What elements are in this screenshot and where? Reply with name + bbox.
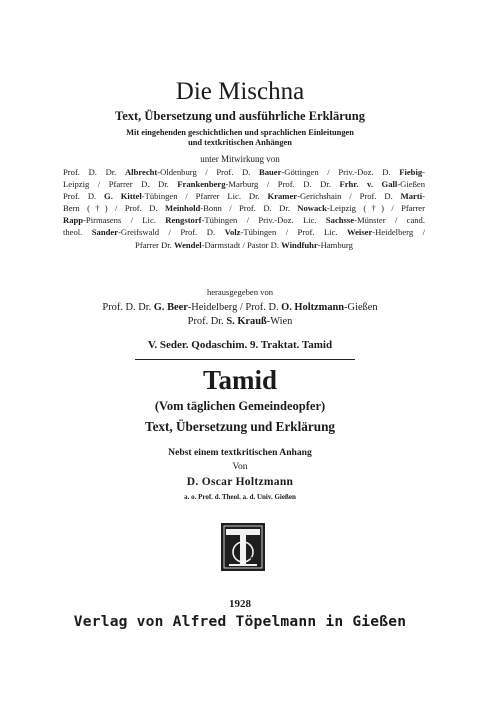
supplement-line-1: Mit eingehenden geschichtlichen und sprachlichen Einleitungen	[126, 128, 354, 137]
contributors-line	[63, 214, 425, 226]
person-name: Fiebig	[399, 167, 423, 177]
text-fragment: -Göttingen / Priv.-Doz. D.	[281, 167, 400, 177]
person-name: Rengstorf	[165, 215, 202, 226]
collaboration-intro: unter Mitwirkung von	[200, 154, 280, 164]
contributors-line	[63, 239, 425, 251]
text-fragment: Prof. D. Dr.	[63, 167, 125, 177]
text-fragment: Leipzig / Pfarrer D. Dr.	[63, 179, 178, 190]
text-fragment: -Heidelberg / Prof. D.	[187, 302, 282, 313]
text-fragment: -Greifswald / Prof. D.	[118, 227, 225, 238]
person-name: Meinhold	[164, 203, 201, 214]
text-fragment: Bern (†) / Prof. D.	[63, 203, 165, 214]
person-name: G. Beer	[153, 302, 188, 313]
contributors-line	[63, 178, 425, 190]
text-fragment: theol.	[63, 227, 92, 238]
supplement-line-2: und textkritischen Anhängen	[188, 138, 292, 147]
text-fragment: -	[422, 167, 426, 177]
text-fragment: Pfarrer Dr.	[135, 239, 174, 250]
text-fragment: -Tübingen / Pfarrer Lic. Dr.	[141, 191, 268, 202]
person-name: S. Krauß	[226, 316, 267, 327]
publisher-logo-icon	[221, 523, 265, 571]
text-fragment: -Gerichshain / Prof. D.	[297, 191, 401, 202]
person-name: Nowack	[297, 203, 327, 214]
text-fragment: -Tübingen / Prof. Lic.	[240, 227, 347, 238]
svg-text:A: A	[235, 546, 241, 554]
publisher-line: Verlag von Alfred Töpelmann in Gießen	[73, 613, 407, 630]
text-fragment: -Bonn / Prof. D. Dr.	[200, 203, 298, 214]
text-fragment: -Leipzig (†) / Pfarrer	[326, 203, 425, 214]
contributors-line	[63, 202, 425, 214]
publication-year: 1928	[229, 598, 251, 610]
text-fragment: -Münster / cand.	[354, 215, 426, 226]
text-fragment: -Wien	[266, 316, 293, 327]
by-label: Von	[232, 462, 248, 472]
text-fragment: Prof. Dr.	[187, 316, 227, 327]
svg-text:G: G	[247, 553, 253, 561]
divider-rule	[135, 359, 355, 360]
person-name: Frankenberg	[177, 179, 226, 190]
text-fragment: Prof. D. Dr.	[102, 302, 154, 313]
text-fragment: -Oldenburg / Prof. D.	[157, 167, 259, 177]
person-name: O. Holtzmann	[281, 302, 345, 313]
person-name: Wendel	[173, 239, 202, 250]
person-name: Marti	[400, 191, 423, 202]
author-name: D. Oscar Holtzmann	[186, 476, 294, 488]
person-name: Frhr. v. Gall	[339, 179, 398, 190]
series-subtitle: Text, Übersetzung und ausführliche Erklärung	[115, 109, 365, 123]
person-name: Windfuhr	[281, 239, 318, 250]
seder-line: V. Seder. Qodaschim. 9. Traktat. Tamid	[147, 339, 333, 351]
appendix-note: Nebst einem textkritischen Anhang	[168, 447, 312, 458]
person-name: Kramer	[267, 191, 298, 202]
editors-line-1	[0, 302, 480, 313]
contributors-line	[63, 190, 425, 202]
person-name: Albrecht	[124, 167, 158, 177]
contributors-line	[63, 166, 425, 178]
contributors-line	[63, 226, 425, 238]
editors-intro: herausgegeben von	[206, 287, 274, 297]
person-name: Sachsse	[325, 215, 355, 226]
author-affiliation: a. o. Prof. d. Theol. a. d. Univ. Gießen	[184, 493, 296, 501]
text-fragment: Prof. D.	[63, 191, 105, 202]
text-fragment: -Darmstadt / Pastor D.	[201, 239, 282, 250]
text-fragment: -Hamburg	[317, 239, 353, 250]
text-fragment: -Heidelberg /	[372, 227, 426, 238]
volume-content: Text, Übersetzung und Erklärung	[144, 419, 336, 434]
contributors-list	[63, 166, 425, 251]
person-name: Sander	[91, 227, 119, 238]
person-name: G. Kittel	[104, 191, 142, 202]
series-title: Die Mischna	[175, 78, 305, 105]
volume-title: Tamid	[202, 365, 278, 395]
editors-line-2	[0, 316, 480, 327]
volume-subtitle: (Vom täglichen Gemeindeopfer)	[154, 399, 326, 413]
text-fragment: -	[422, 191, 425, 202]
text-fragment: -Gießen	[344, 302, 378, 313]
person-name: Volz	[224, 227, 241, 238]
text-fragment: -Pirmasens / Lic.	[83, 215, 166, 226]
text-fragment: -Gießen	[397, 179, 425, 190]
text-fragment: -Tübingen / Priv.-Doz. Lic.	[201, 215, 326, 226]
person-name: Bauer	[259, 167, 282, 177]
text-fragment: -Marburg / Prof. D. Dr.	[225, 179, 340, 190]
person-name: Weiser	[347, 227, 373, 238]
person-name: Rapp	[63, 215, 84, 226]
